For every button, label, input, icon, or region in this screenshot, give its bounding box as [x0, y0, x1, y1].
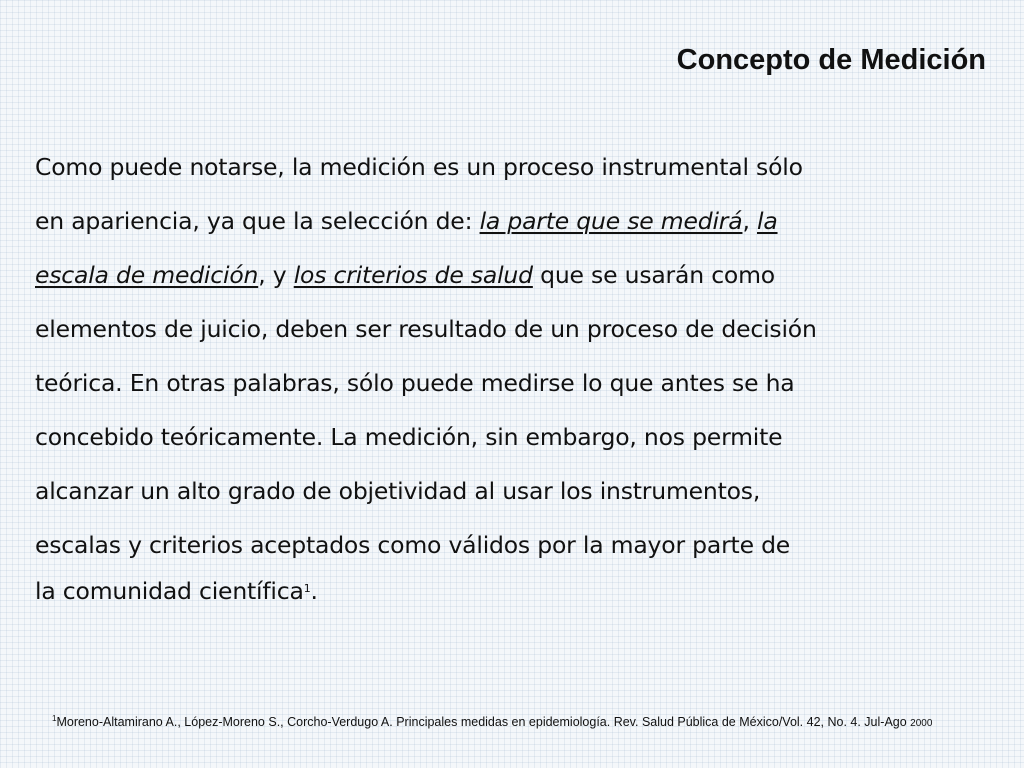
- paragraph-line-4: elementos de juicio, deben ser resultado de un proceso de decisión: [35, 315, 817, 343]
- paragraph-line-9: [35, 577, 318, 605]
- paragraph-text: , y: [258, 261, 294, 289]
- paragraph-text: que se usarán como: [532, 261, 775, 289]
- paragraph-line-5: teórica. En otras palabras, sólo puede medirse lo que antes se ha: [35, 369, 795, 397]
- reference-marker: 1: [303, 582, 311, 596]
- footnote-year: 2000: [910, 718, 933, 730]
- paragraph-text: ,: [742, 207, 757, 235]
- footnote-marker: 1: [52, 714, 57, 723]
- emphasis-scale-start: la: [757, 207, 778, 235]
- footnote-text: Moreno-Altamirano A., López-Moreno S., Corcho-Verdugo A. Principales medidas en epidemiología. Rev. Salud Pública de México/Vol. 42, No. 4. Jul-Ago: [56, 715, 907, 730]
- footnote: [52, 714, 932, 729]
- emphasis-health-criteria: los criterios de salud: [293, 261, 533, 289]
- paragraph-text: la comunidad científica: [35, 577, 304, 605]
- paragraph-line-1: Como puede notarse, la medición es un proceso instrumental sólo: [35, 153, 803, 181]
- paragraph-line-6: concebido teóricamente. La medición, sin embargo, nos permite: [35, 423, 783, 451]
- paragraph-line-3: [35, 261, 775, 289]
- paragraph-line-8: escalas y criterios aceptados como válidos por la mayor parte de: [35, 531, 791, 559]
- paragraph-text: en apariencia, ya que la selección de:: [35, 207, 480, 235]
- emphasis-scale-end: escala de medición: [35, 261, 259, 289]
- emphasis-part-measured: la parte que se medirá: [479, 207, 743, 235]
- paragraph-line-7: alcanzar un alto grado de objetividad al usar los instrumentos,: [35, 477, 761, 505]
- paragraph-text: .: [310, 577, 318, 605]
- slide-title: Concepto de Medición: [676, 44, 986, 76]
- paragraph-line-2: [35, 207, 778, 235]
